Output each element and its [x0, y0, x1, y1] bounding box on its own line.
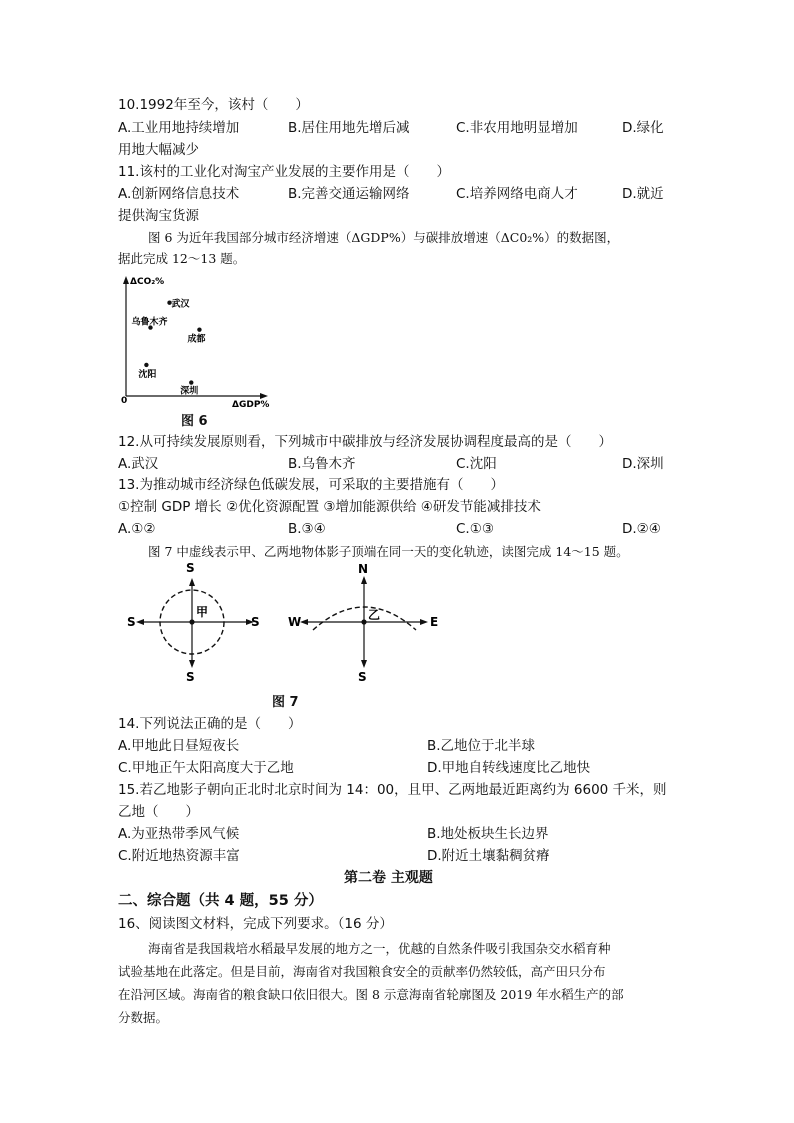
fig7-right-bottom-label: S	[358, 670, 367, 684]
q15-stem: 15.若乙地影子朝向正北时北京时间为 14：00，且甲、乙两地最近距离约为 6600 千米，则	[118, 782, 667, 798]
q14-option-d: D.甲地自转线速度比乙地快	[427, 760, 591, 776]
fig7-left-place-label: 甲	[196, 605, 209, 619]
q16-paragraph-line1: 海南省是我国栽培水稻最早发展的地方之一，优越的自然条件吸引我国杂交水稻育种	[148, 941, 611, 956]
q11-option-c: C.培养网络电商人才	[456, 186, 578, 202]
fig6-point-label-3: 沈阳	[138, 369, 157, 380]
fig7-left-bottom-label: S	[186, 670, 195, 684]
q14-option-b: B.乙地位于北半球	[427, 738, 536, 754]
q16-paragraph-line2: 试验基地在此落定。但是目前，海南省对我国粮食安全的贡献率仍然较低，高产田只分布	[118, 964, 606, 979]
fig7-left-right-label: S	[251, 615, 260, 629]
q12-option-a: A.武汉	[118, 456, 159, 472]
fig6-point-3	[144, 363, 148, 367]
q11-option-d-continued: 提供淘宝货源	[118, 208, 199, 224]
q12-stem: 12.从可持续发展原则看，下列城市中碳排放与经济发展协调程度最高的是（ ）	[118, 434, 612, 450]
q13-option-b: B.③④	[288, 521, 326, 537]
fig6-x-axis-arrow	[260, 393, 268, 399]
fig7-right-panel	[288, 562, 438, 684]
fig7-diagram	[118, 560, 458, 685]
q13-stem: 13.为推动城市经济绿色低碳发展，可采取的主要措施有（ ）	[118, 477, 504, 493]
fig6-point-label-2: 成都	[187, 334, 206, 345]
fig6-point-label-0: 武汉	[171, 299, 190, 310]
q10-option-a: A.工业用地持续增加	[118, 120, 240, 136]
q10-option-d-continued: 用地大幅减少	[118, 142, 199, 158]
fig7-intro: 图 7 中虚线表示甲、乙两地物体影子顶端在同一天的变化轨迹，读图完成 14～15 题。	[148, 544, 629, 559]
fig7-left-left-label: S	[127, 615, 136, 629]
fig6-point-2	[197, 327, 201, 331]
q14-option-a: A.甲地此日昼短夜长	[118, 738, 240, 754]
fig6-y-axis-arrow	[123, 276, 129, 284]
q15-option-a: A.为亚热带季风气候	[118, 826, 240, 842]
fig6-scatter-chart	[112, 270, 282, 430]
fig7-right-top-label: N	[358, 562, 369, 576]
q15-stem-continued: 乙地（ ）	[118, 804, 199, 820]
fig6-point-4	[189, 380, 193, 384]
q11-option-d: D.就近	[622, 186, 664, 202]
q16-paragraph-line3: 在沿河区域。海南省的粮食缺口依旧很大。图 8 示意海南省轮廓图及 2019 年水稻生产的部	[118, 987, 624, 1002]
q13-option-c: C.①③	[456, 521, 494, 537]
q12-option-d: D.深圳	[622, 456, 664, 472]
fig7-right-place-label: 乙	[368, 608, 381, 622]
fig7-caption: 图 7	[272, 695, 299, 710]
fig6-origin-label: 0	[121, 396, 128, 406]
q15-option-b: B.地处板块生长边界	[427, 826, 549, 842]
q10-option-d: D.绿化	[622, 120, 664, 136]
q11-option-b: B.完善交通运输网络	[288, 186, 410, 202]
q13-option-d: D.②④	[622, 521, 661, 537]
fig6-caption: 图 6	[181, 414, 208, 429]
fig6-point-label-1: 乌鲁木齐	[131, 317, 168, 328]
q10-stem: 10.1992年至今，该村（ ）	[118, 97, 309, 113]
q10-option-b: B.居住用地先增后减	[288, 120, 410, 136]
q16-stem: 16、阅读图文材料，完成下列要求。（16 分）	[118, 916, 393, 932]
part2-title: 第二卷 主观题	[344, 870, 433, 886]
fig7-left-panel	[127, 561, 260, 684]
fig6-intro-line1: 图 6 为近年我国部分城市经济增速（ΔGDP%）与碳排放增速（ΔC0₂%）的数据图，	[148, 230, 620, 245]
q13-items: ①控制 GDP 增长 ②优化资源配置 ③增加能源供给 ④研发节能减排技术	[118, 499, 541, 515]
q12-option-b: B.乌鲁木齐	[288, 456, 356, 472]
fig6-points-group	[131, 298, 206, 397]
q14-option-c: C.甲地正午太阳高度大于乙地	[118, 760, 294, 776]
section2-title: 二、综合题（共 4 题，55 分）	[118, 893, 323, 909]
fig6-point-label-4: 深圳	[180, 386, 199, 397]
q11-option-a: A.创新网络信息技术	[118, 186, 240, 202]
q14-stem: 14.下列说法正确的是（ ）	[118, 716, 302, 732]
q10-option-c: C.非农用地明显增加	[456, 120, 578, 136]
q13-option-a: A.①②	[118, 521, 156, 537]
q15-option-d: D.附近土壤黏稠贫瘠	[427, 848, 550, 864]
fig7-left-top-label: S	[186, 561, 195, 575]
fig7-right-right-label: E	[430, 615, 439, 629]
fig7-right-left-label: W	[288, 615, 302, 629]
fig6-intro-line2: 据此完成 12～13 题。	[118, 251, 246, 266]
fig6-x-axis-label: ΔGDP%	[232, 400, 270, 410]
fig6-y-axis-label: ΔCO₂%	[130, 277, 165, 287]
q12-option-c: C.沈阳	[456, 456, 497, 472]
q15-option-c: C.附近地热资源丰富	[118, 848, 240, 864]
q11-stem: 11.该村的工业化对淘宝产业发展的主要作用是（ ）	[118, 164, 450, 180]
q16-paragraph-line4: 分数据。	[118, 1010, 169, 1025]
